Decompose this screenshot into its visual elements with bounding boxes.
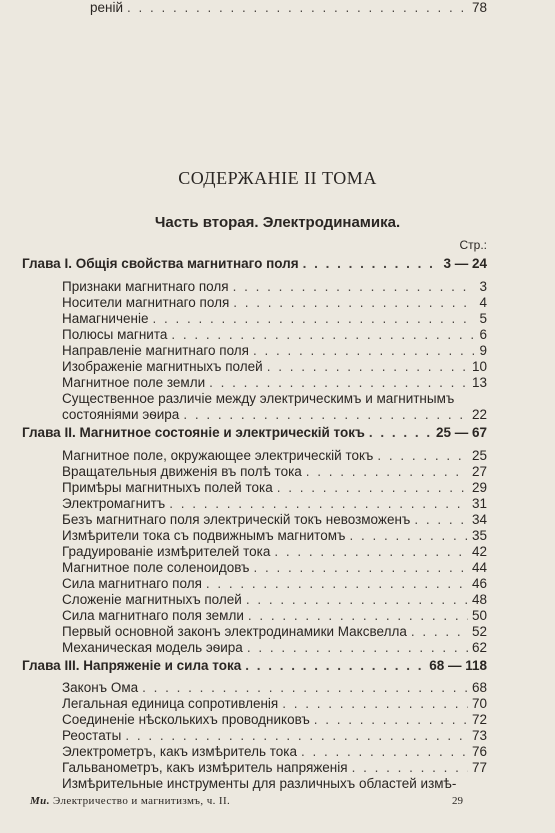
toc-entry-label: Законъ Ома	[62, 680, 139, 695]
chapter-heading	[22, 256, 487, 272]
dot-leader	[253, 560, 468, 576]
toc-entry-page: 42	[471, 544, 487, 559]
toc-entry	[62, 407, 487, 423]
toc-entry	[62, 279, 487, 295]
dot-leader	[183, 407, 468, 423]
toc-entry	[62, 680, 487, 696]
dot-leader	[245, 658, 425, 674]
toc-entry-page: 10	[471, 359, 487, 374]
toc-entry	[62, 640, 487, 656]
toc-entry-page: 25	[471, 448, 487, 463]
toc-entry-label: Измѣрительные инструменты для различныхъ областей измѣ-	[62, 776, 457, 791]
toc-entry-page: 44	[471, 560, 487, 575]
toc-entry	[62, 311, 487, 327]
toc-entry-label: Электромагнитъ	[62, 496, 166, 511]
dot-leader	[314, 712, 468, 728]
toc-entry-label: Механическая модель эѳира	[62, 640, 243, 655]
toc-entry	[62, 728, 487, 744]
toc-entry-page: 77	[471, 760, 487, 775]
toc-entry	[62, 592, 487, 608]
toc-entry	[62, 359, 487, 375]
toc-entry	[62, 464, 487, 480]
toc-entry-label: Сила магнитнаго поля	[62, 576, 202, 591]
toc-entry-label: Магнитное поле земли	[62, 375, 206, 390]
toc-entry-label: Легальная единица сопротивленія	[62, 696, 279, 711]
toc-entry-page: 46	[471, 576, 487, 591]
dot-leader	[233, 295, 475, 311]
toc-entry	[62, 375, 487, 391]
toc-entry-label: Сложеніе магнитныхъ полей	[62, 592, 242, 607]
dot-leader	[142, 680, 468, 696]
toc-entry-page: 76	[471, 744, 487, 759]
dot-leader	[247, 640, 468, 656]
toc-entry-label: Сила магнитнаго поля земли	[62, 608, 244, 623]
pages-column-header: Стр.:	[459, 238, 487, 252]
toc-entry-label: Носители магнитнаго поля	[62, 295, 230, 310]
toc-entry-label: Безъ магнитнаго поля электрическій токъ невозможенъ	[62, 512, 411, 527]
toc-entry-page: 70	[471, 696, 487, 711]
toc-entry	[62, 496, 487, 512]
chapter-heading-label: Глава II. Магнитное состояніе и электрическій токъ	[22, 425, 365, 440]
chapter-heading-page: 3 — 24	[443, 256, 487, 271]
toc-entry-label: Магнитное поле, окружающее электрическій токъ	[62, 448, 374, 463]
dot-leader	[127, 0, 468, 16]
toc-entry-label: Изображеніе магнитныхъ полей	[62, 359, 263, 374]
toc-entry	[62, 544, 487, 560]
toc-entry-page: 13	[471, 375, 487, 390]
dot-leader	[125, 728, 468, 744]
toc-entry	[62, 448, 487, 464]
dot-leader	[414, 512, 468, 528]
dot-leader	[209, 375, 468, 391]
dot-leader	[274, 544, 468, 560]
toc-entry-label: Направленіе магнитнаго поля	[62, 343, 249, 358]
dot-leader	[303, 256, 440, 272]
dot-leader	[349, 528, 468, 544]
toc-entry-page: 34	[471, 512, 487, 527]
toc-entry-page: 78	[471, 0, 487, 15]
page-title: СОДЕРЖАНІЕ II ТОМА	[178, 168, 377, 188]
toc-entry-page: 27	[471, 464, 487, 479]
dot-leader	[171, 327, 475, 343]
toc-entry-label: Гальванометръ, какъ измѣритель напряженія	[62, 760, 348, 775]
footer-author: Ми.	[30, 795, 50, 807]
toc-entry-label: Градуированіе измѣрителей тока	[62, 544, 271, 559]
toc-entry-page: 62	[471, 640, 487, 655]
toc-entry	[62, 760, 487, 776]
dot-leader	[169, 496, 468, 512]
chapter-heading-page: 25 — 67	[435, 425, 487, 440]
toc-entry-page: 5	[479, 311, 487, 326]
toc-entry-page: 48	[471, 592, 487, 607]
toc-entry-page: 4	[479, 295, 487, 310]
chapter-heading	[22, 658, 487, 674]
toc-entry-page: 6	[479, 327, 487, 342]
dot-leader	[377, 448, 468, 464]
toc-entry-page: 72	[471, 712, 487, 727]
dot-leader	[233, 279, 476, 295]
toc-entry	[62, 343, 487, 359]
toc-entry	[62, 712, 487, 728]
dot-leader	[301, 744, 468, 760]
dot-leader	[282, 696, 468, 712]
toc-entry	[62, 327, 487, 343]
toc-entry-label: Реостаты	[62, 728, 122, 743]
dot-leader	[277, 480, 468, 496]
dot-leader	[411, 624, 468, 640]
toc-entry-label: Полюсы магнита	[62, 327, 168, 342]
footer-page-number: 29	[452, 795, 463, 807]
dot-leader	[248, 608, 468, 624]
toc-entry-page: 31	[471, 496, 487, 511]
toc-entry-page: 9	[479, 343, 487, 358]
toc-entry-label: Намагниченіе	[62, 311, 149, 326]
toc-entry-label: Измѣрители тока съ подвижнымъ магнитомъ	[62, 528, 346, 543]
dot-leader	[352, 760, 468, 776]
toc-entry-label: Соединеніе нѣсколькихъ проводниковъ	[62, 712, 310, 727]
toc-entry-page: 35	[471, 528, 487, 543]
chapter-heading-label: Глава III. Напряженіе и сила тока	[22, 658, 242, 673]
footer-signature	[30, 795, 230, 807]
footer-text: Электричество и магнитизмъ, ч. II.	[53, 795, 231, 807]
toc-entry-page: 29	[471, 480, 487, 495]
toc-entry	[62, 576, 487, 592]
chapter-heading	[22, 425, 487, 441]
part-subtitle: Часть вторая. Электродинамика.	[154, 214, 401, 231]
toc-entry-label: реній	[90, 0, 124, 15]
toc-entry-label: Существенное различіе между электрическимъ и магнитнымъ	[62, 391, 455, 406]
dot-leader	[152, 311, 475, 327]
toc-entry	[62, 295, 487, 311]
toc-entry-label: Признаки магнитнаго поля	[62, 279, 229, 294]
toc-entry-page: 52	[471, 624, 487, 639]
chapter-heading-page: 68 — 118	[429, 658, 487, 673]
toc-entry	[62, 480, 487, 496]
toc-entry-label: состояніями эѳира	[62, 407, 180, 422]
dot-leader	[306, 464, 468, 480]
toc-entry-page: 68	[471, 680, 487, 695]
toc-entry-label: Первый основной законъ электродинамики Максвелла	[62, 624, 407, 639]
toc-entry	[62, 512, 487, 528]
toc-entry	[62, 560, 487, 576]
dot-leader	[369, 425, 432, 441]
toc-entry-label: Примѣры магнитныхъ полей тока	[62, 480, 273, 495]
toc-entry	[62, 744, 487, 760]
toc-entry	[62, 608, 487, 624]
chapter-heading-label: Глава I. Общія свойства магнитнаго поля	[22, 256, 299, 271]
toc-entry-label: Вращательныя движенія въ полѣ тока	[62, 464, 302, 479]
dot-leader	[253, 343, 475, 359]
dot-leader	[267, 359, 468, 375]
toc-entry-page: 50	[471, 608, 487, 623]
toc-entry-page: 22	[471, 407, 487, 422]
toc-entry	[62, 528, 487, 544]
toc-entry	[62, 696, 487, 712]
toc-entry	[90, 0, 487, 16]
toc-entry	[62, 624, 487, 640]
toc-entry-label: Магнитное поле соленоидовъ	[62, 560, 250, 575]
toc-entry-page: 3	[479, 279, 487, 294]
dot-leader	[206, 576, 468, 592]
toc-entry-page: 73	[471, 728, 487, 743]
toc-entry-label: Электрометръ, какъ измѣритель тока	[62, 744, 298, 759]
dot-leader	[246, 592, 468, 608]
